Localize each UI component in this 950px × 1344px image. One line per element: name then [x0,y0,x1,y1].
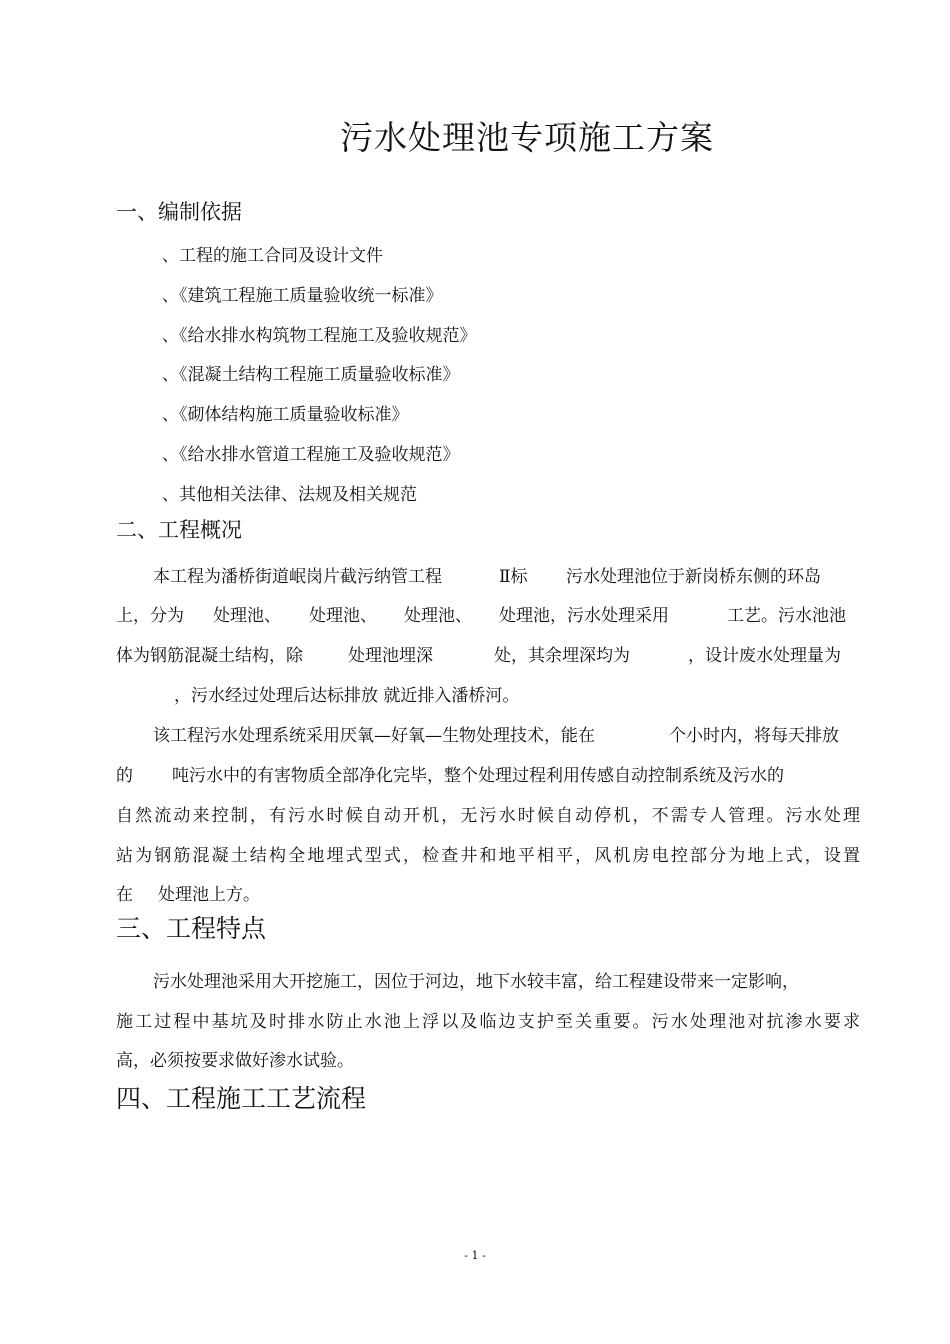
features-text: 污水处理池采用大开挖施工，因位于河边，地下水较丰富，给工程建设带来一定影响， [153,972,799,992]
reference-item: 、工程的施工合同及设计文件 [162,246,383,266]
overview-text: 处理池埋深 [348,646,433,666]
section-heading-basis: 一、编制依据 [116,200,242,224]
overview-text: 该工程污水处理系统采用厌氧—好氧—生物处理技术，能在 [153,726,595,746]
overview-text: 处理池上方。 [158,885,260,905]
overview-text: 污水处理池位于新岗桥东侧的环岛 [566,567,821,587]
overview-text: 在 [116,885,133,905]
section-heading-process: 四、工程施工工艺流程 [116,1084,367,1113]
features-text: 高，必须按要求做好渗水试验。 [116,1051,354,1071]
overview-text: 工艺。污水池池 [727,606,846,626]
overview-text: 自然流动来控制，有污水时候自动开机，无污水时候自动停机，不需专人管理。污水处理 [116,806,860,826]
overview-text: ，设计废水处理量为 [688,646,841,666]
overview-text: 处，其余埋深均为 [494,646,630,666]
overview-text: ，污水经过处理后达标排放 就近排入潘桥河。 [174,686,520,706]
reference-item: 、其他相关法律、法规及相关规范 [162,485,417,505]
section-heading-features: 三、工程特点 [116,914,267,943]
overview-text: 个小时内，将每天排放 [669,726,839,746]
overview-text: 处理池、 [309,606,377,626]
overview-text: 站为钢筋混凝土结构全地埋式型式，检查井和地平相平，风机房电控部分为地上式，设置 [116,846,860,866]
overview-text: 体为钢筋混凝土结构，除 [116,646,303,666]
overview-text: 处理池、 [404,606,472,626]
reference-item: 、《给水排水构筑物工程施工及验收规范》 [162,326,477,346]
overview-text: 本工程为潘桥街道岷岗片截污纳管工程 [153,567,442,587]
overview-text: Ⅱ标 [499,567,528,587]
overview-text: 的 [116,766,133,786]
section-heading-overview: 二、工程概况 [116,518,242,542]
overview-text: 吨污水中的有害物质全部净化完毕，整个处理过程利用传感自动控制系统及污水的 [172,766,784,786]
document-title: 污水处理池专项施工方案 [340,118,714,157]
overview-text: 处理池，污水处理采用 [499,606,669,626]
features-text: 施工过程中基坑及时排水防止水池上浮以及临边支护至关重要。污水处理池对抗渗水要求 [116,1012,860,1032]
reference-item: 、《混凝土结构工程施工质量验收标准》 [162,365,460,385]
reference-item: 、《给水排水管道工程施工及验收规范》 [162,445,460,465]
reference-item: 、《砌体结构施工质量验收标准》 [162,405,409,425]
overview-text: 处理池、 [213,606,281,626]
reference-item: 、《建筑工程施工质量验收统一标准》 [162,286,443,306]
overview-text: 上，分为 [116,606,184,626]
page-number: - 1 - [464,1249,486,1262]
